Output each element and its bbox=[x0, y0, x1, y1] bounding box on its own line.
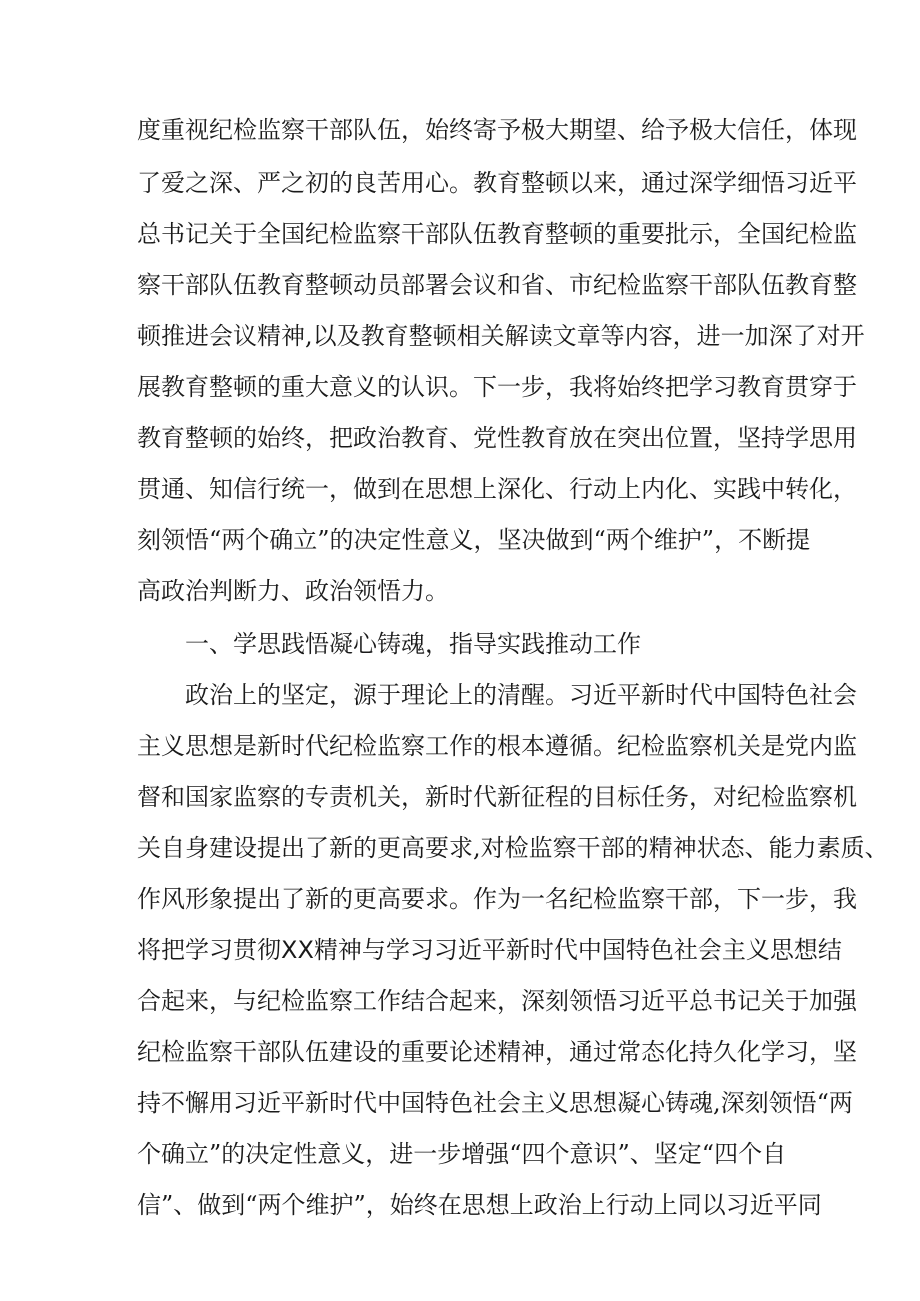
paragraph-line: 个确立”的决定性意义，进一步增强“四个意识”、坚定“四个自 bbox=[137, 1140, 787, 1168]
paragraph-line: 了爱之深、严之初的良苦用心。教育整顿以来，通过深学细悟习近平 bbox=[137, 169, 857, 197]
paragraph-text: 将把学习贯彻 bbox=[137, 936, 281, 964]
paragraph-line: 察干部队伍教育整顿动员部署会议和省、市纪检监察干部队伍教育整 bbox=[137, 271, 857, 299]
paragraph-line: 信”、做到“两个维护”，始终在思想上政治上行动上同以习近平同 bbox=[137, 1191, 822, 1219]
paragraph-line: 作风形象提出了新的更高要求。作为一名纪检监察干部，下一步，我 bbox=[137, 885, 857, 913]
paragraph-line: 刻领悟“两个确立”的决定性意义，坚决做到“两个维护”，不断提 bbox=[137, 526, 811, 554]
paragraph-line: 持不懈用习近平新时代中国特色社会主义思想凝心铸魂,深刻领悟“两 bbox=[137, 1089, 853, 1117]
paragraph-line: 总书记关于全国纪检监察干部队伍教育整顿的重要批示，全国纪检监 bbox=[137, 220, 857, 248]
paragraph-line: 合起来，与纪检监察工作结合起来，深刻领悟习近平总书记关于加强 bbox=[137, 987, 857, 1015]
paragraph-line: 贯通、知信行统一，做到在思想上深化、行动上内化、实践中转化， bbox=[137, 475, 857, 503]
paragraph-line: 关自身建设提出了新的更高要求,对检监察干部的精神状态、能力素质、 bbox=[137, 834, 889, 862]
paragraph-line: 政治上的坚定，源于理论上的清醒。习近平新时代中国特色社会 bbox=[185, 681, 857, 709]
paragraph-line: 高政治判断力、政治领悟力。 bbox=[137, 577, 449, 605]
section-heading: 一、学思践悟凝心铸魂，指导实践推动工作 bbox=[185, 630, 641, 658]
placeholder-xx: XX bbox=[281, 936, 314, 964]
paragraph-line: 主义思想是新时代纪检监察工作的根本遵循。纪检监察机关是党内监 bbox=[137, 732, 857, 760]
paragraph-line: 督和国家监察的专责机关，新时代新征程的目标任务，对纪检监察机 bbox=[137, 783, 857, 811]
paragraph-line: 顿推进会议精神,以及教育整顿相关解读文章等内容，进一加深了对开 bbox=[137, 322, 865, 350]
paragraph-line: 纪检监察干部队伍建设的重要论述精神，通过常态化持久化学习，坚 bbox=[137, 1038, 857, 1066]
paragraph-line: 教育整顿的始终，把政治教育、党性教育放在突出位置，坚持学思用 bbox=[137, 424, 857, 452]
paragraph-text: 精神与学习习近平新时代中国特色社会主义思想结 bbox=[313, 936, 842, 964]
paragraph-line bbox=[137, 930, 842, 970]
paragraph-line: 度重视纪检监察干部队伍，始终寄予极大期望、给予极大信任，体现 bbox=[137, 116, 857, 144]
paragraph-line: 展教育整顿的重大意义的认识。下一步，我将始终把学习教育贯穿于 bbox=[137, 373, 857, 401]
